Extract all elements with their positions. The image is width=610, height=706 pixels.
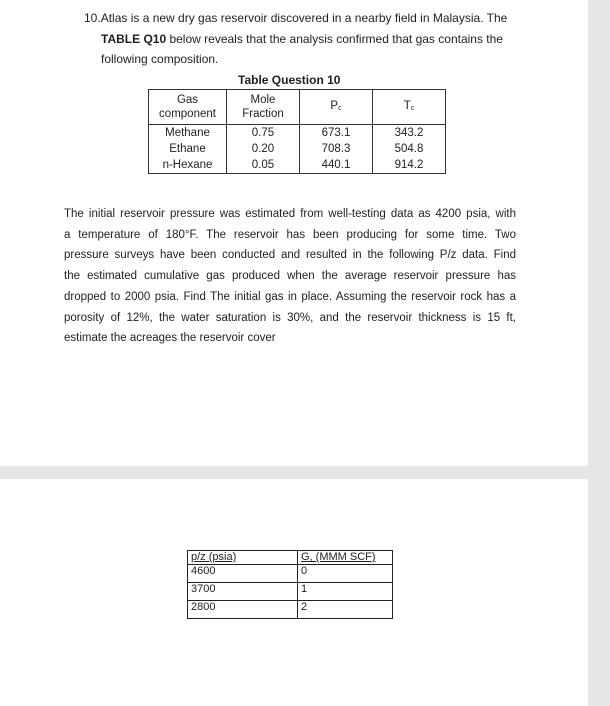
header-pz: p/z (psia)	[188, 551, 298, 565]
table-reference: TABLE Q10	[101, 32, 167, 46]
cell-g: 0	[298, 565, 393, 583]
cell-fraction: 0.05	[227, 157, 300, 174]
cell-pc: 440.1	[300, 157, 373, 174]
pz-data-table	[187, 550, 393, 619]
table-row	[188, 601, 393, 619]
cell-g: 2	[298, 601, 393, 619]
cell-pz: 4600	[188, 565, 298, 583]
cell-fraction: 0.20	[227, 141, 300, 157]
table-row	[188, 583, 393, 601]
paragraph-line: dropped to 2000 psia. Find The initial gas in place. Assuming the reservoir rock has a	[64, 290, 516, 303]
header-g: G, (MMM SCF)	[298, 551, 393, 565]
question-line-2: TABLE Q10 below reveals that the analysis confirmed that gas contains the	[101, 32, 503, 46]
table-row	[149, 141, 446, 157]
paragraph-line: porosity of 12%, the water saturation is 30%, and the reservoir thickness is 15 ft,	[64, 311, 516, 324]
table-row	[149, 157, 446, 174]
table-row	[188, 565, 393, 583]
paragraph-line: a temperature of 180°F. The reservoir has been producing for some time. Two	[64, 228, 516, 241]
cell-g: 1	[298, 583, 393, 601]
pz-header-row	[188, 551, 393, 565]
cell-tc: 914.2	[373, 157, 446, 174]
question-line-1: 10.Atlas is a new dry gas reservoir discovered in a nearby field in Malaysia. The	[84, 11, 508, 25]
cell-tc: 343.2	[373, 125, 446, 142]
cell-pc: 673.1	[300, 125, 373, 142]
cell-component: Methane	[149, 125, 227, 142]
paragraph-line: pressure surveys have been conducted and resulted in the following P/z data. Find	[64, 249, 516, 262]
paragraph-line: The initial reservoir pressure was estimated from well-testing data as 4200 psia, with	[64, 208, 516, 220]
question-line-3: following composition.	[101, 52, 219, 66]
problem-paragraph	[64, 204, 516, 349]
cell-pz: 2800	[188, 601, 298, 619]
header-mole-fraction: Mole Fraction	[227, 90, 300, 125]
table-title: Table Question 10	[238, 73, 341, 87]
cell-tc: 504.8	[373, 141, 446, 157]
header-tc: $T_c$	[373, 90, 446, 125]
cell-pc: 708.3	[300, 141, 373, 157]
composition-header-row	[149, 90, 446, 125]
question-number: 10.	[84, 11, 101, 25]
paragraph-line: estimate the acreages the reservoir cover	[64, 332, 276, 345]
cell-fraction: 0.75	[227, 125, 300, 142]
table-row	[149, 125, 446, 142]
cell-pz: 3700	[188, 583, 298, 601]
header-gas-component: Gas component	[149, 90, 227, 125]
composition-table	[148, 89, 446, 174]
header-pc: $P_c$	[300, 90, 373, 125]
paragraph-line: the estimated cumulative gas produced when the average reservoir pressure has	[64, 270, 516, 283]
cell-component: n-Hexane	[149, 157, 227, 174]
cell-component: Ethane	[149, 141, 227, 157]
